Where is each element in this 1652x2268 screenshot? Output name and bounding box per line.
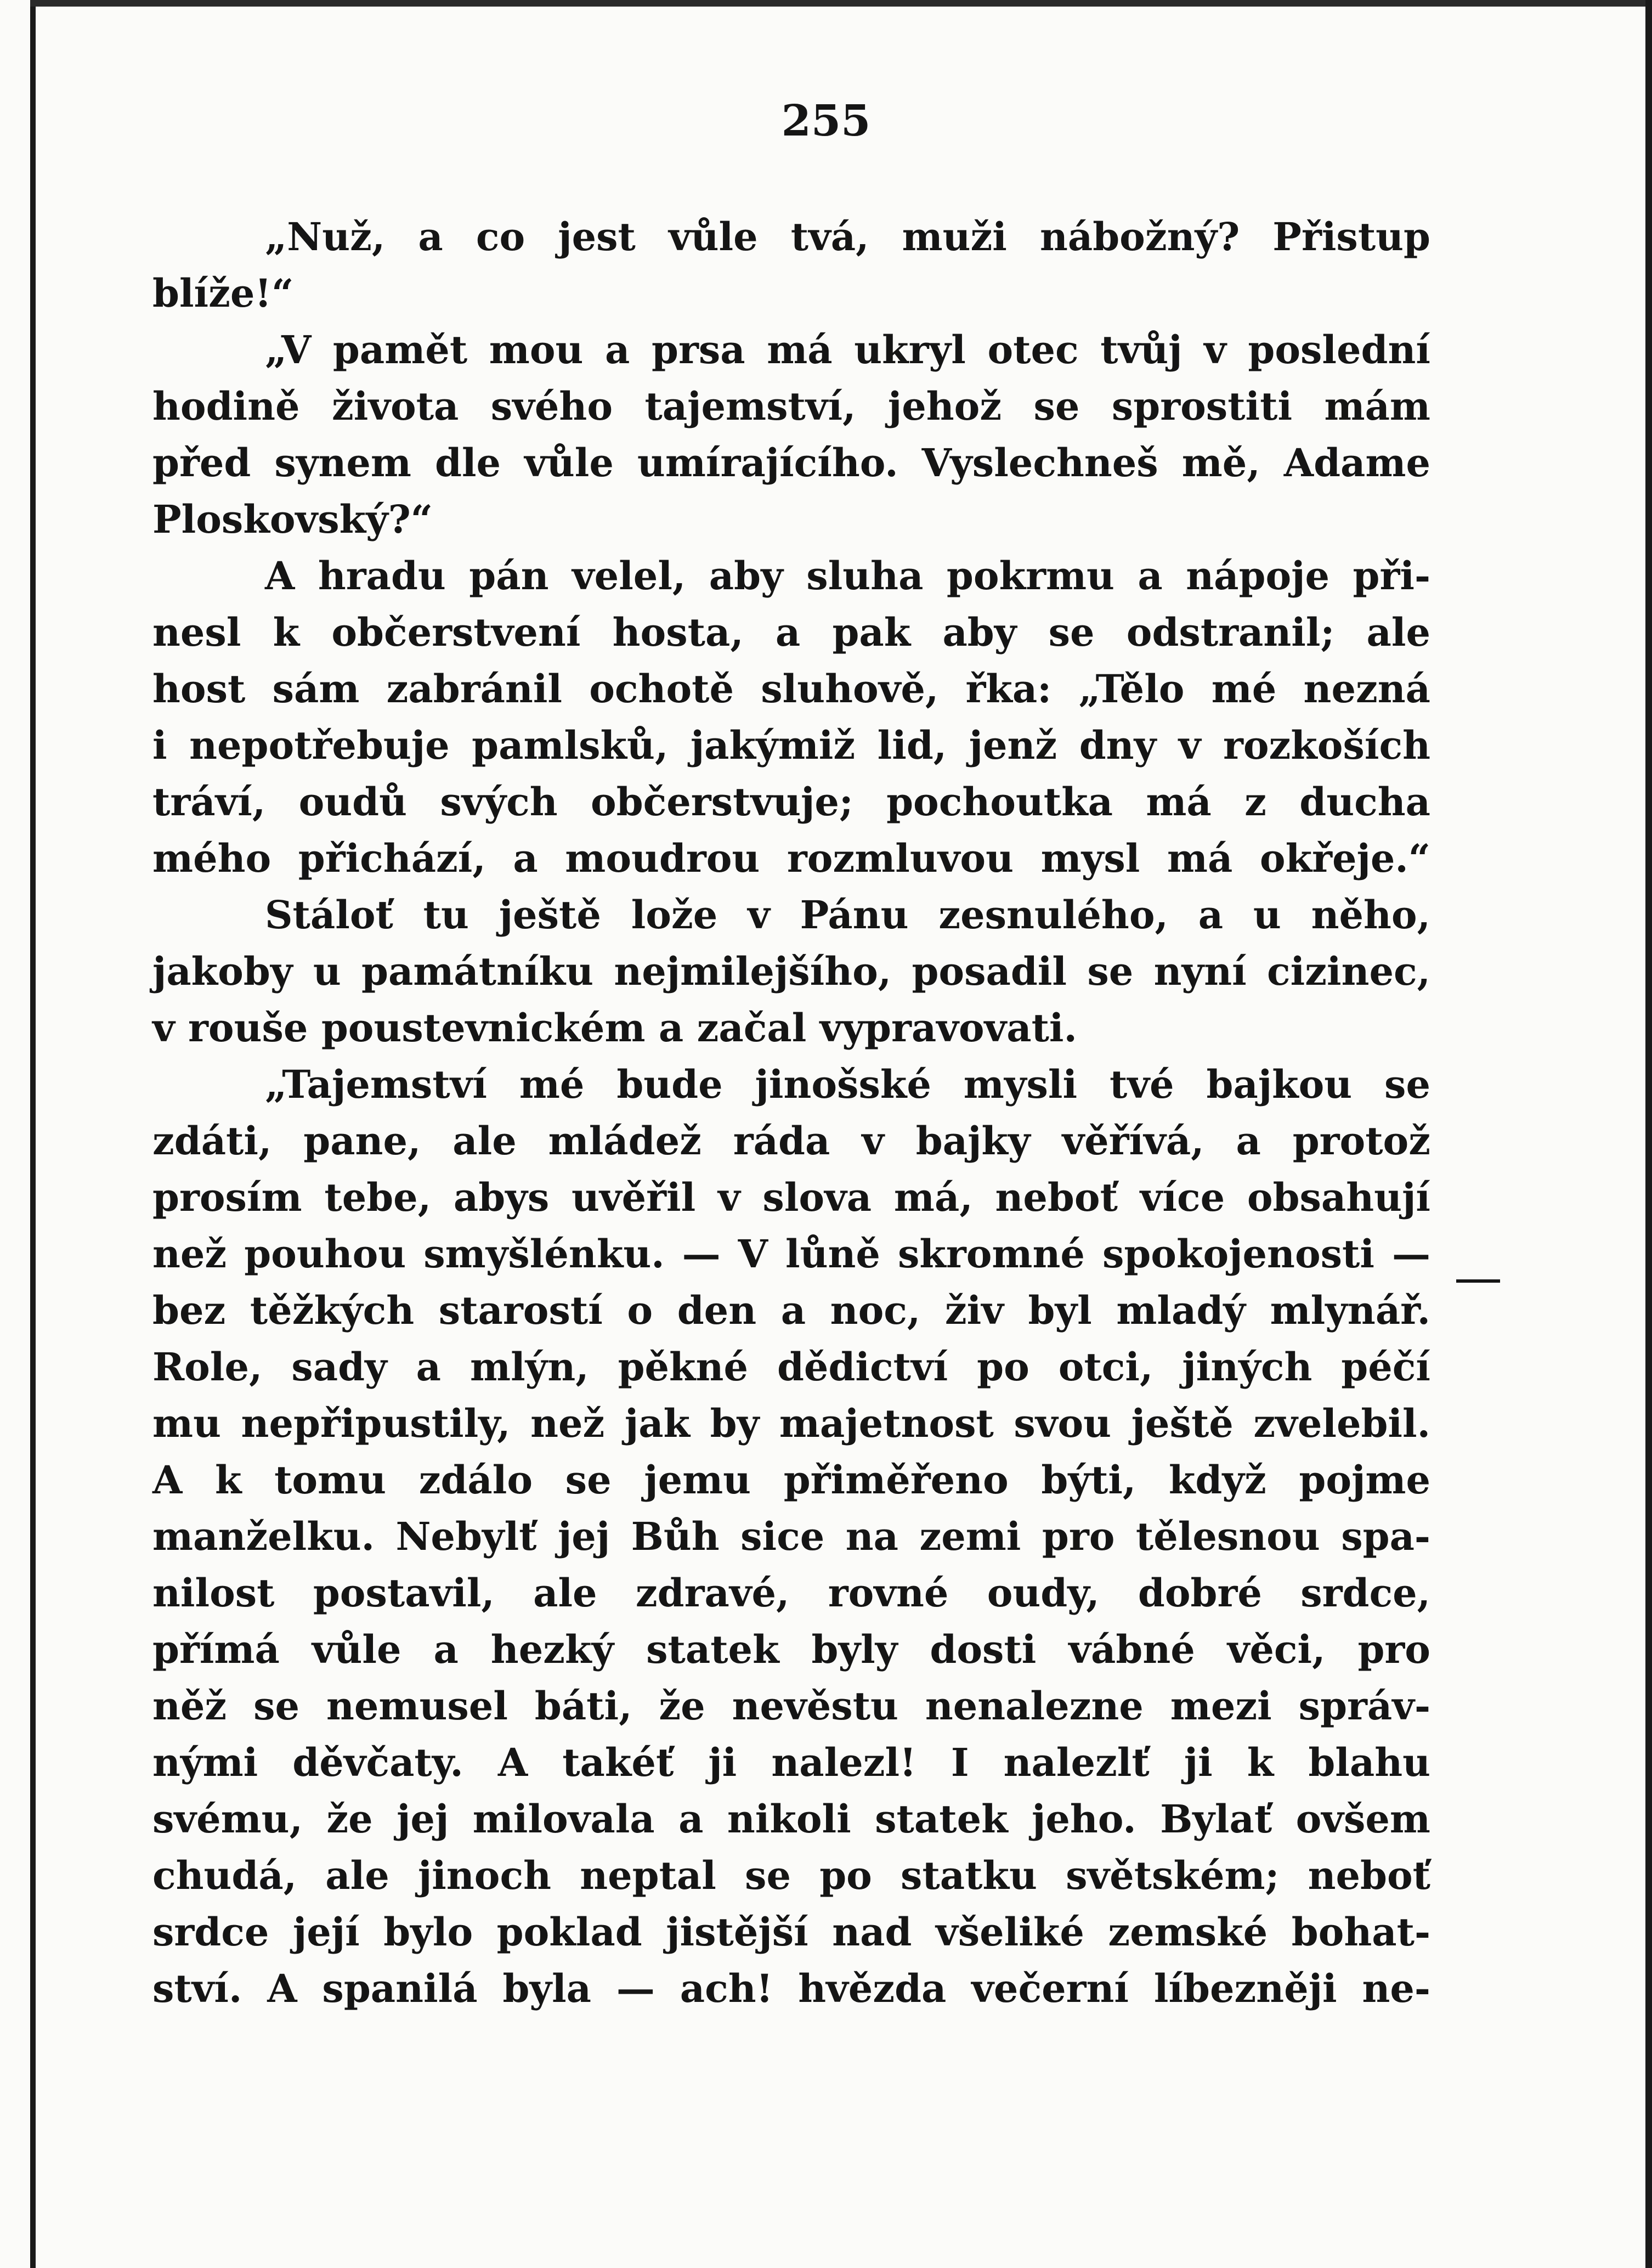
text-line: nilost postavil, ale zdravé, rovné oudy, dobré srdce, bbox=[152, 1570, 1430, 1616]
text-line: před synem dle vůle umírajícího. Vyslechneš mě, Adame bbox=[152, 440, 1430, 486]
text-line: blíže!“ bbox=[152, 270, 294, 316]
text-line: hodině života svého tajemství, jehož se sprostiti mám bbox=[152, 383, 1430, 429]
text-line: něž se nemusel báti, že nevěstu nenalezne mezi správ- bbox=[152, 1683, 1430, 1729]
text-line: mu nepřipustily, než jak by majetnost svou ještě zvelebil. bbox=[152, 1401, 1430, 1446]
text-line: přímá vůle a hezký statek byly dosti vábné věci, pro bbox=[152, 1627, 1430, 1672]
margin-dash-mark bbox=[1456, 1279, 1500, 1283]
text-line: „V pamět mou a prsa má ukryl otec tvůj v poslední bbox=[265, 327, 1430, 373]
text-line: svému, že jej milovala a nikoli statek jeho. Bylať ovšem bbox=[152, 1796, 1430, 1842]
text-line: tráví, oudů svých občerstvuje; pochoutka má z ducha bbox=[152, 779, 1430, 825]
text-line: srdce její bylo poklad jistější nad všeliké zemské bohat- bbox=[152, 1909, 1430, 1955]
scan-border-left bbox=[30, 0, 36, 2268]
text-line: v rouše poustevnickém a začal vypravovati. bbox=[152, 1005, 1077, 1051]
text-line: zdáti, pane, ale mládež ráda v bajky věřívá, a protož bbox=[152, 1118, 1430, 1164]
text-line: i nepotřebuje pamlsků, jakýmiž lid, jenž dny v rozkoších bbox=[152, 723, 1430, 768]
text-line: host sám zabránil ochotě sluhově, řka: „Tělo mé nezná bbox=[152, 666, 1430, 712]
text-line: manželku. Nebylť jej Bůh sice na zemi pro tělesnou spa- bbox=[152, 1514, 1430, 1559]
scan-border-right bbox=[1645, 0, 1652, 2268]
text-line: prosím tebe, abys uvěřil v slova má, neboť více obsahují bbox=[152, 1175, 1430, 1220]
text-line: nesl k občerstvení hosta, a pak aby se odstranil; ale bbox=[152, 610, 1430, 655]
text-line: mého přichází, a moudrou rozmluvou mysl má okřeje.“ bbox=[152, 836, 1430, 881]
text-line: Stáloť tu ještě lože v Pánu zesnulého, a u něho, bbox=[265, 892, 1430, 938]
text-line: Role, sady a mlýn, pěkné dědictví po otci, jiných péčí bbox=[152, 1344, 1430, 1390]
text-line: jakoby u památníku nejmilejšího, posadil se nyní cizinec, bbox=[152, 949, 1430, 994]
body-text bbox=[152, 208, 1430, 2017]
scan-border-top bbox=[30, 0, 1652, 7]
text-line: chudá, ale jinoch neptal se po statku světském; neboť bbox=[152, 1853, 1430, 1898]
text-line: než pouhou smyšlénku. — V lůně skromné spokojenosti — bbox=[152, 1231, 1430, 1277]
text-line: „Nuž, a co jest vůle tvá, muži nábožný? Přistup bbox=[265, 214, 1430, 259]
text-line: nými děvčaty. A takéť ji nalezl! I nalezlť ji k blahu bbox=[152, 1740, 1430, 1785]
text-line: „Tajemství mé bude jinošské mysli tvé bajkou se bbox=[265, 1062, 1430, 1107]
text-line: A k tomu zdálo se jemu přiměřeno býti, když pojme bbox=[152, 1457, 1430, 1503]
text-line: ství. A spanilá byla — ach! hvězda večerní líbezněji ne- bbox=[152, 1966, 1430, 2011]
text-line: A hradu pán velel, aby sluha pokrmu a nápoje při- bbox=[265, 553, 1430, 599]
text-line: Ploskovský?“ bbox=[152, 497, 433, 542]
page-number: 255 bbox=[781, 96, 871, 146]
text-line: bez těžkých starostí o den a noc, živ byl mladý mlynář. bbox=[152, 1288, 1430, 1333]
